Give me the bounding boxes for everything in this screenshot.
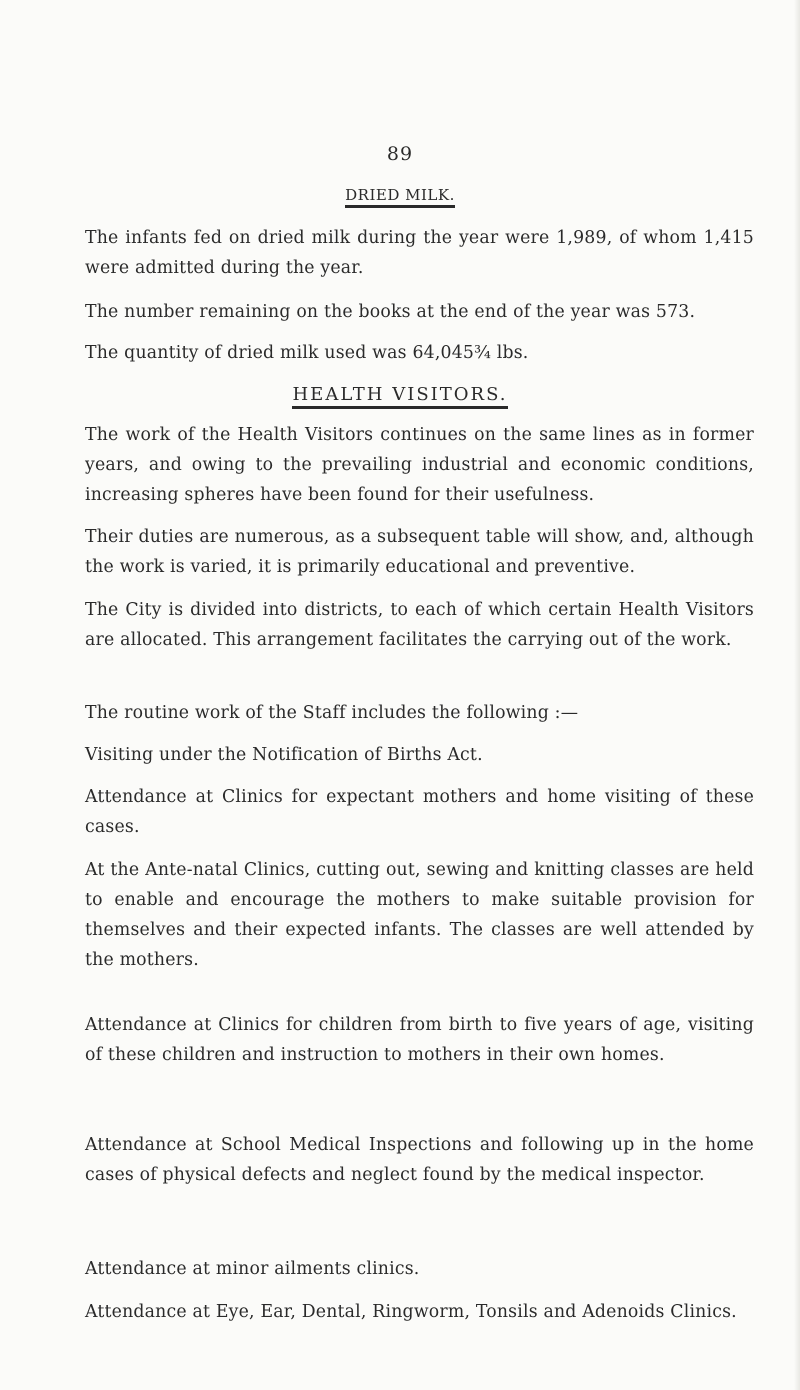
routine-item-7: Attendance at Eye, Ear, Dental, Ringworm, Tonsils and Adenoids Clinics. (85, 1302, 737, 1322)
routine-item-2: Attendance at Clinics for expectant mothers and home visiting of these cases. (85, 787, 754, 837)
health-visitors-paragraph-2: Their duties are numerous, as a subsequent table will show, and, although the work is varied, it is primarily educational and preventive. (85, 527, 754, 577)
dried-milk-heading (0, 186, 800, 208)
page-number: 89 (386, 143, 414, 165)
page-edge-shadow (794, 0, 800, 1390)
routine-item-1: Visiting under the Notification of Births Act. (85, 745, 483, 765)
routine-item-5: Attendance at School Medical Inspections and following up in the home cases of physical defects and neglect found by the medical inspector. (85, 1135, 754, 1185)
health-visitors-heading-text: HEALTH VISITORS. (292, 384, 507, 409)
health-visitors-paragraph-4: The routine work of the Staff includes the following :— (85, 703, 579, 723)
health-visitors-paragraph-1: The work of the Health Visitors continues on the same lines as in former years, and owing to the prevailing industrial and economic conditions, increasing spheres have been found for their usefulness. (85, 425, 754, 505)
dried-milk-heading-text: DRIED MILK. (345, 186, 455, 208)
routine-item-6: Attendance at minor ailments clinics. (85, 1259, 420, 1279)
routine-item-4: Attendance at Clinics for children from birth to five years of age, visiting of these children and instruction to mothers in their own homes. (85, 1015, 754, 1065)
routine-item-3: At the Ante-natal Clinics, cutting out, sewing and knitting classes are held to enable and encourage the mothers to make suitable provision for themselves and their expected infants. The classes are well attended by the mothers. (85, 860, 754, 970)
dried-milk-paragraph-2: The number remaining on the books at the end of the year was 573. (85, 302, 696, 322)
health-visitors-paragraph-3: The City is divided into districts, to each of which certain Health Visitors are allocated. This arrangement facilitates the carrying out of the work. (85, 600, 754, 650)
dried-milk-paragraph-1: The infants fed on dried milk during the year were 1,989, of whom 1,415 were admitted during the year. (85, 228, 754, 278)
health-visitors-heading (0, 384, 800, 409)
dried-milk-paragraph-3: The quantity of dried milk used was 64,045¾ lbs. (85, 343, 529, 363)
